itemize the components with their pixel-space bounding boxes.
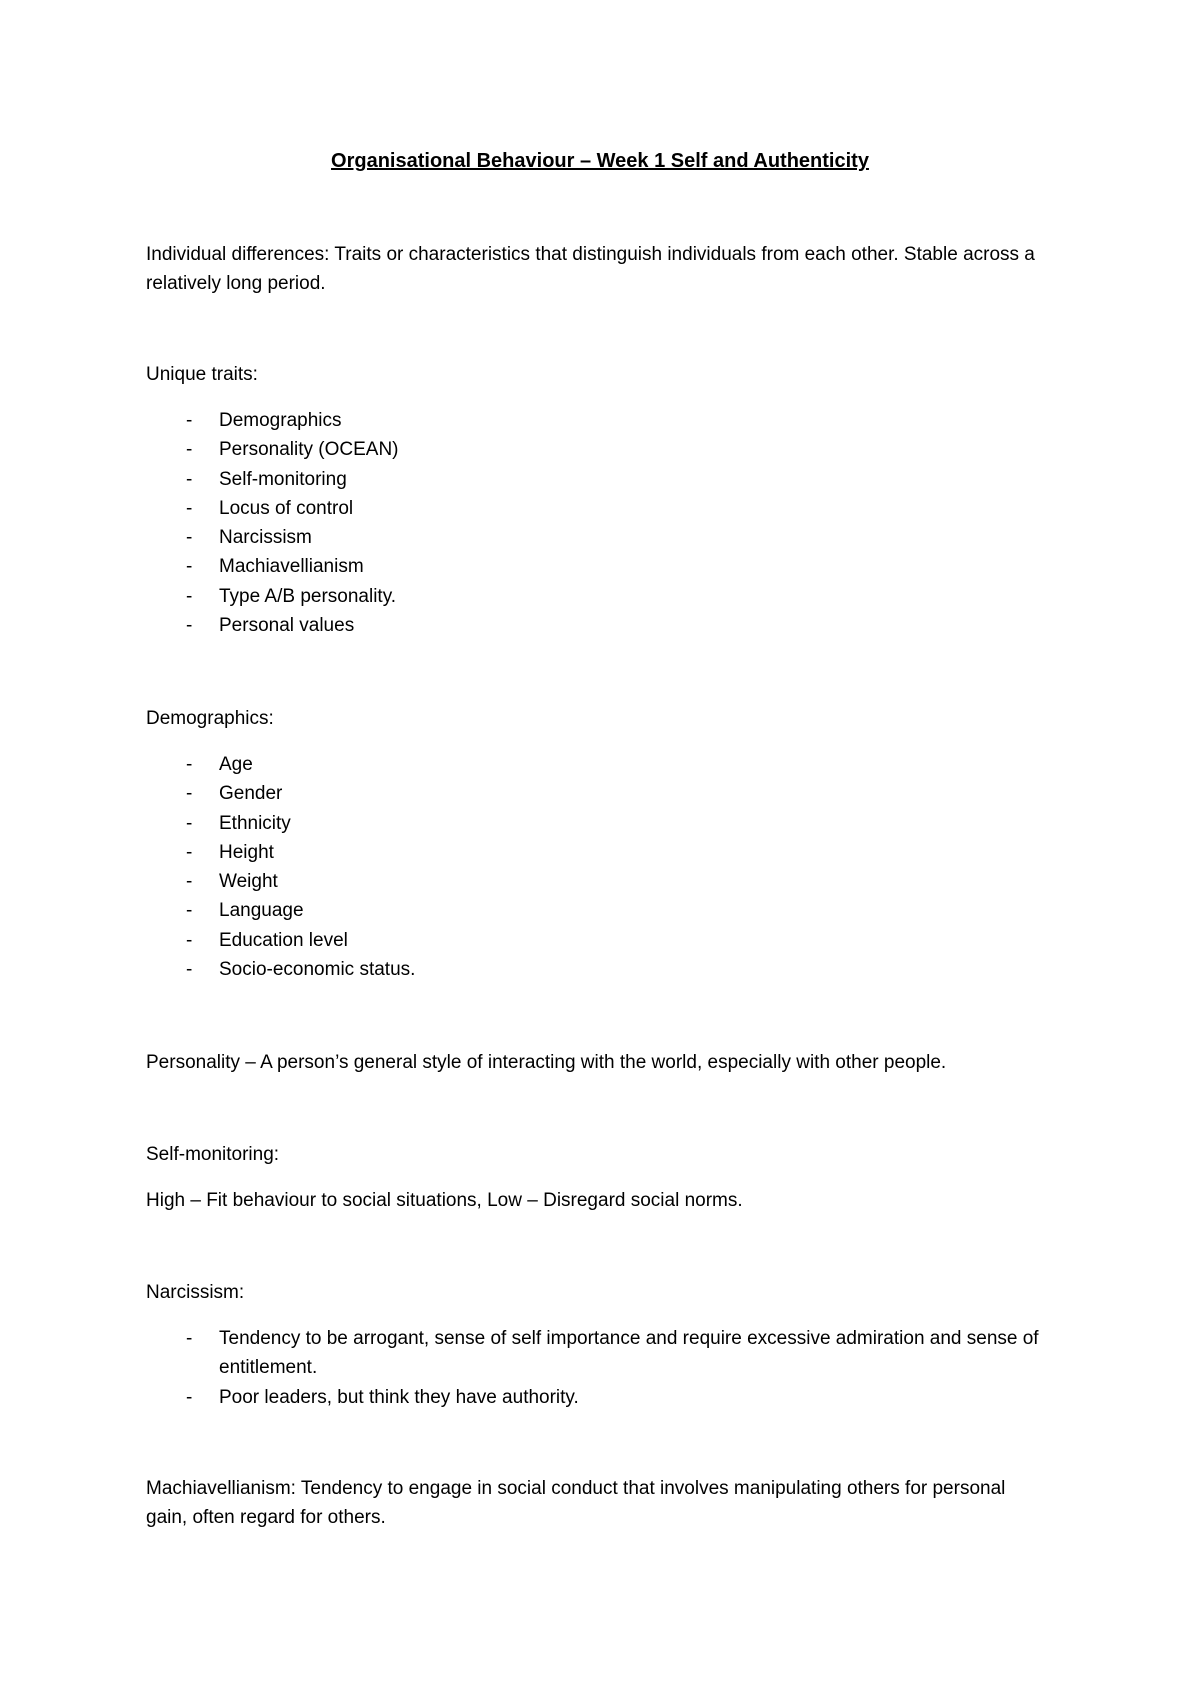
list-item-text: Demographics: [219, 410, 342, 431]
individual-differences-paragraph: [146, 240, 1046, 298]
dash-bullet: -: [186, 841, 193, 863]
list-item: [146, 435, 1046, 464]
list-item-text: Tendency to be arrogant, sense of self importance and require excessive admiration and sense of entitlement.: [219, 1328, 1039, 1379]
unique-traits-heading: Unique traits:: [146, 364, 258, 385]
dash-bullet: -: [186, 754, 193, 775]
dash-bullet: -: [186, 439, 193, 461]
dash-bullet: -: [186, 783, 193, 805]
unique-traits-section: [146, 360, 1046, 389]
dash-bullet: -: [186, 410, 193, 431]
narcissism-heading: Narcissism:: [146, 1282, 245, 1303]
dash-bullet: -: [186, 556, 193, 578]
machiavellianism-text: Machiavellianism: Tendency to engage in social conduct that involves manipulating others for personal gain, often regard for others.: [146, 1478, 1006, 1528]
dash-bullet: -: [186, 615, 193, 637]
list-item-text: Machiavellianism: [219, 556, 364, 578]
list-item: [146, 1383, 1046, 1412]
list-item-text: Personality (OCEAN): [219, 439, 399, 461]
personality-text: Personality – A person’s general style of interacting with the world, especially with other people.: [146, 1052, 947, 1073]
dash-bullet: -: [186, 585, 193, 607]
list-item-text: Gender: [219, 783, 283, 805]
list-item: [146, 926, 1046, 955]
demographics-list: [146, 750, 1046, 984]
list-item: [146, 896, 1046, 925]
dash-bullet: -: [186, 527, 193, 549]
list-item-text: Ethnicity: [219, 812, 291, 834]
dash-bullet: -: [186, 1328, 193, 1349]
list-item: [146, 809, 1046, 838]
self-monitoring-text: High – Fit behaviour to social situations, Low – Disregard social norms.: [146, 1190, 743, 1211]
list-item: [146, 523, 1046, 552]
dash-bullet: -: [186, 812, 193, 834]
list-item-text: Socio-economic status.: [219, 959, 416, 981]
list-item: [146, 494, 1046, 523]
individual-differences-text: Individual differences: Traits or characteristics that distinguish individuals from each other. Stable across a relatively long period.: [146, 244, 1035, 294]
self-monitoring-paragraph: [146, 1186, 1046, 1215]
list-item: [146, 838, 1046, 867]
list-item: [146, 955, 1046, 984]
self-monitoring-section: [146, 1140, 1046, 1169]
page-title: Organisational Behaviour – Week 1 Self and Authenticity: [331, 150, 869, 172]
list-item: [146, 867, 1046, 896]
demographics-heading: Demographics:: [146, 708, 274, 729]
dash-bullet: -: [186, 1386, 193, 1408]
list-item-text: Weight: [219, 871, 278, 893]
narcissism-section: [146, 1278, 1046, 1307]
list-item: [146, 779, 1046, 808]
machiavellianism-paragraph: [146, 1474, 1046, 1532]
narcissism-list-wrapper: [146, 1324, 1046, 1412]
dash-bullet: -: [186, 900, 193, 922]
dash-bullet: -: [186, 871, 193, 893]
list-item: [146, 750, 1046, 779]
list-item: [146, 552, 1046, 581]
unique-traits-list-wrapper: [146, 406, 1046, 640]
list-item-text: Age: [219, 754, 253, 775]
list-item-text: Narcissism: [219, 527, 312, 549]
list-item-text: Height: [219, 841, 274, 863]
list-item-text: Personal values: [219, 615, 355, 637]
unique-traits-list: [146, 406, 1046, 640]
list-item: [146, 406, 1046, 435]
demographics-section: [146, 704, 1046, 733]
list-item: [146, 1324, 1046, 1383]
list-item: [146, 465, 1046, 494]
list-item-text: Language: [219, 900, 304, 922]
demographics-list-wrapper: [146, 750, 1046, 984]
list-item-text: Education level: [219, 929, 348, 951]
dash-bullet: -: [186, 929, 193, 951]
dash-bullet: -: [186, 497, 193, 519]
list-item: [146, 611, 1046, 640]
narcissism-list: [146, 1324, 1046, 1412]
list-item-text: Locus of control: [219, 497, 354, 519]
list-item-text: Self-monitoring: [219, 468, 347, 490]
dash-bullet: -: [186, 959, 193, 981]
self-monitoring-heading: Self-monitoring:: [146, 1144, 280, 1165]
list-item-text: Type A/B personality.: [219, 585, 397, 607]
personality-paragraph: [146, 1048, 1046, 1077]
list-item-text: Poor leaders, but think they have authority.: [219, 1386, 579, 1408]
dash-bullet: -: [186, 468, 193, 490]
list-item: [146, 582, 1046, 611]
